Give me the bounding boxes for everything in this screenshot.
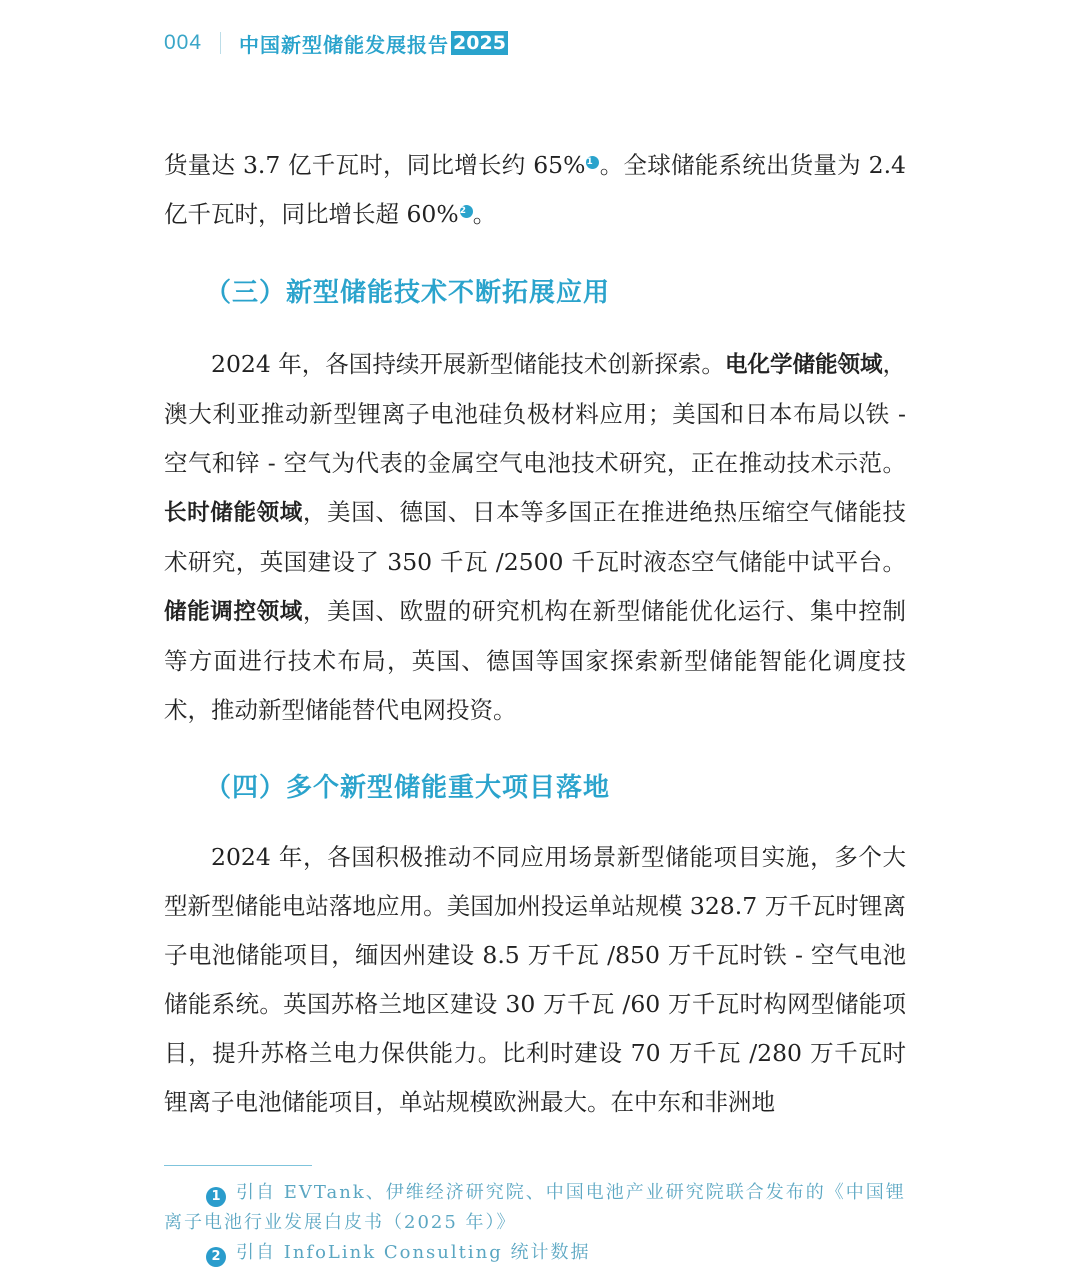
paragraph-shipments [164,141,906,239]
page-number: 004 [164,31,203,54]
paragraph-projects: 2024 年，各国积极推动不同应用场景新型储能项目实施，多个大型新型储能电站落地应用。美国加州投运单站规模 328.7 万千瓦时锂离子电池储能项目，缅因州建设 8.5 万千瓦 /850 万千瓦时铁 - 空气电池储能系统。英国苏格兰地区建设 30 万千瓦 /60 万千瓦时构网型储能项目，提升苏格兰电力保供能力。比利时建设 70 万千瓦 /280 万千瓦时锂离子电池储能项目，单站规模欧洲最大。在中东和非洲地 [164,843,906,1116]
footnote-ref-1[interactable]: 1 [586,156,599,169]
paragraph-text: 。 [472,200,497,228]
paragraph-text: 货量达 3.7 亿千瓦时，同比增长约 65% [164,151,586,179]
bold-term: 长时储能领域 [164,500,303,526]
footnote-badge-1: 1 [206,1187,226,1207]
footnote-ref-2[interactable]: 2 [460,205,473,218]
footnote-divider [164,1165,312,1166]
paragraph-text: ，澳大利亚推动新型锂离子电池硅负极材料应用；美国和日本布局以铁 - 空气和锌 - 空气为代表的金属空气电池技术研究，正在推动技术示范。 [164,350,906,477]
paragraph-technology [164,340,906,735]
section-heading-3: （三）新型储能技术不断拓展应用 [205,278,611,308]
book-title: 中国新型储能发展报告 [239,32,450,57]
footnote-text: 引自 InfoLink Consulting 统计数据 [236,1242,591,1263]
footnotes [164,1178,906,1268]
paragraph-text: 。全球储能系统出货量为 2.4 亿千瓦时，同比增长超 60% [164,151,907,228]
footnote-1 [164,1178,906,1238]
paragraph-text: 2024 年，各国持续开展新型储能技术创新探索。 [211,350,725,378]
header-divider [220,32,221,54]
footnote-badge-2: 2 [206,1247,226,1267]
bold-term: 电化学储能领域 [724,352,883,378]
bold-term: 储能调控领域 [164,599,303,625]
page-header [164,28,508,58]
paragraph-text: ，美国、欧盟的研究机构在新型储能优化运行、集中控制等方面进行技术布局，英国、德国等国家探索新型储能智能化调度技术，推动新型储能替代电网投资。 [164,597,906,724]
footnote-text: 引自 EVTank、伊维经济研究院、中国电池产业研究院联合发布的《中国锂离子电池行业发展白皮书（2025 年）》 [164,1182,906,1233]
book-year-badge: 2025 [453,32,506,54]
paragraph-text: ，美国、德国、日本等多国正在推进绝热压缩空气储能技术研究，英国建设了 350 千瓦 /2500 千瓦时液态空气储能中试平台。 [164,498,906,576]
section-heading-4: （四）多个新型储能重大项目落地 [205,773,611,803]
footnote-2 [164,1238,906,1268]
